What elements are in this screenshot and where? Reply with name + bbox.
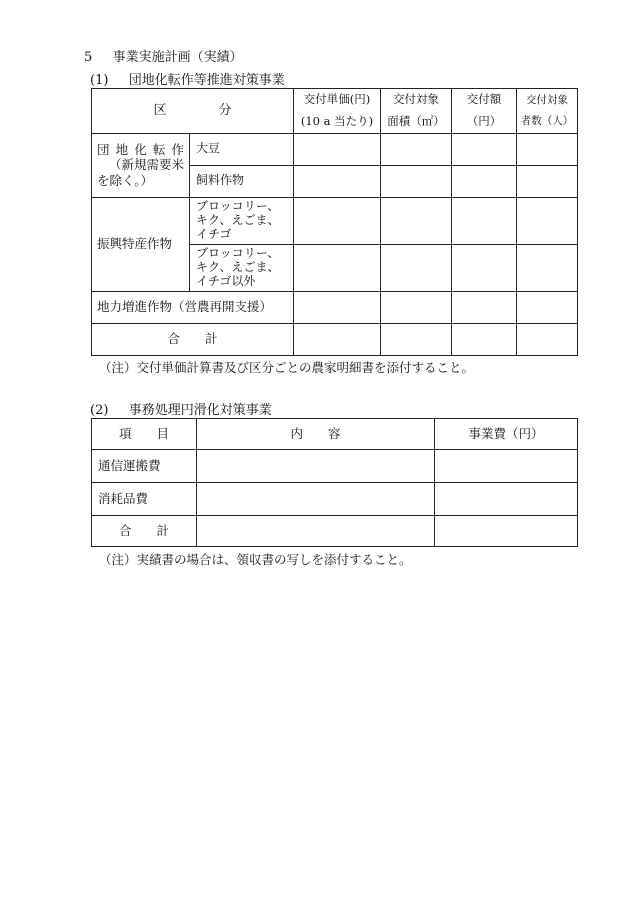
header-area-line2: 面積（㎡） <box>387 113 445 128</box>
group-danchika-line3: を除く。） <box>97 173 154 188</box>
cell-empty <box>381 133 452 165</box>
item-shinko-2-line3: イチゴ以外 <box>196 273 256 288</box>
header-amount-line2: （円） <box>466 113 502 128</box>
cell-empty <box>381 244 452 291</box>
group-chiryoku-label: 地力増進作物（営農再開支援） <box>92 291 294 323</box>
cell-empty <box>435 516 578 547</box>
cell-empty <box>294 197 381 244</box>
cell-empty <box>517 133 578 165</box>
item-shiryo: 飼料作物 <box>190 165 294 197</box>
table2-title: 事務処理円滑化対策事業 <box>128 403 272 418</box>
header-recipients <box>517 89 578 134</box>
item-daizu: 大豆 <box>190 133 294 165</box>
table-row-total <box>92 323 578 355</box>
header-unit-price <box>294 89 381 134</box>
item-shinko-2-line2: キク、えごま、 <box>196 259 280 274</box>
cell-empty <box>452 197 517 244</box>
table-row-total <box>92 516 578 547</box>
header-amount <box>452 89 517 134</box>
cell-empty <box>294 165 381 197</box>
header-unit-price-line1: 交付単価(円) <box>303 92 371 106</box>
header-area-line1: 交付対象 <box>393 92 440 106</box>
row-shomohin: 消耗品費 <box>92 483 197 516</box>
section-heading <box>84 46 243 65</box>
table-row <box>92 133 578 165</box>
table-row <box>92 450 578 483</box>
cell-empty <box>517 197 578 244</box>
cell-empty <box>294 133 381 165</box>
item-shinko-1 <box>190 197 294 244</box>
cell-empty <box>452 323 517 355</box>
item-shinko-1-line2: キク、えごま、 <box>196 212 280 227</box>
group-danchika-label <box>92 133 190 197</box>
item-shinko-1-line3: イチゴ <box>196 226 232 241</box>
header-recipients-line1: 交付対象 <box>526 93 569 106</box>
table1-note: （注）交付単価計算書及び区分ごとの農家明細書を添付すること。 <box>99 360 475 375</box>
table1 <box>91 88 578 356</box>
group-danchika-line1: 団地化転作 <box>97 141 184 157</box>
table2-total-label: 合 計 <box>92 516 197 547</box>
cell-empty <box>381 165 452 197</box>
header-category-label: 区 分 <box>153 102 232 118</box>
table1-heading <box>90 69 285 88</box>
row-tsushin: 通信運搬費 <box>92 450 197 483</box>
table2-heading <box>90 399 272 418</box>
table1-title: 団地化転作等推進対策事業 <box>128 73 285 88</box>
header-item: 項 目 <box>92 419 197 450</box>
cell-empty <box>452 244 517 291</box>
header-content: 内 容 <box>197 419 435 450</box>
cell-empty <box>435 483 578 516</box>
cell-empty <box>517 291 578 323</box>
cell-empty <box>381 323 452 355</box>
cell-empty <box>197 483 435 516</box>
total-label: 合 計 <box>92 323 294 355</box>
cell-empty <box>517 323 578 355</box>
table1-header-row <box>92 89 578 134</box>
table2-header-row <box>92 419 578 450</box>
cell-empty <box>294 244 381 291</box>
cell-empty <box>517 165 578 197</box>
section-number: 5 <box>84 50 93 65</box>
table-row <box>92 291 578 323</box>
section-title: 事業実施計画（実績） <box>112 50 243 65</box>
header-cost: 事業費（円） <box>435 419 578 450</box>
cell-empty <box>381 291 452 323</box>
header-category <box>92 89 294 134</box>
cell-empty <box>294 323 381 355</box>
header-unit-price-line2: (10 a 当たり) <box>300 113 374 128</box>
table2-number: (2) <box>90 403 109 418</box>
item-shinko-1-line1: ブロッコリー、 <box>196 198 280 213</box>
cell-empty <box>381 197 452 244</box>
group-shinko-label: 振興特産作物 <box>92 197 190 291</box>
group-danchika-line2: （新規需要米 <box>108 157 184 173</box>
header-amount-line1: 交付額 <box>466 92 502 106</box>
cell-empty <box>452 133 517 165</box>
cell-empty <box>197 516 435 547</box>
table-row <box>92 197 578 244</box>
item-shinko-2-line1: ブロッコリー、 <box>196 245 280 260</box>
cell-empty <box>435 450 578 483</box>
table1-number: (1) <box>90 73 109 88</box>
table2-note: （注）実績書の場合は、領収書の写しを添付すること。 <box>99 552 412 567</box>
item-shinko-2 <box>190 244 294 291</box>
cell-empty <box>197 450 435 483</box>
cell-empty <box>452 291 517 323</box>
table2 <box>91 418 578 547</box>
cell-empty <box>294 291 381 323</box>
cell-empty <box>517 244 578 291</box>
table-row <box>92 483 578 516</box>
cell-empty <box>452 165 517 197</box>
header-recipients-line2: 者数（人） <box>520 114 574 127</box>
header-area <box>381 89 452 134</box>
